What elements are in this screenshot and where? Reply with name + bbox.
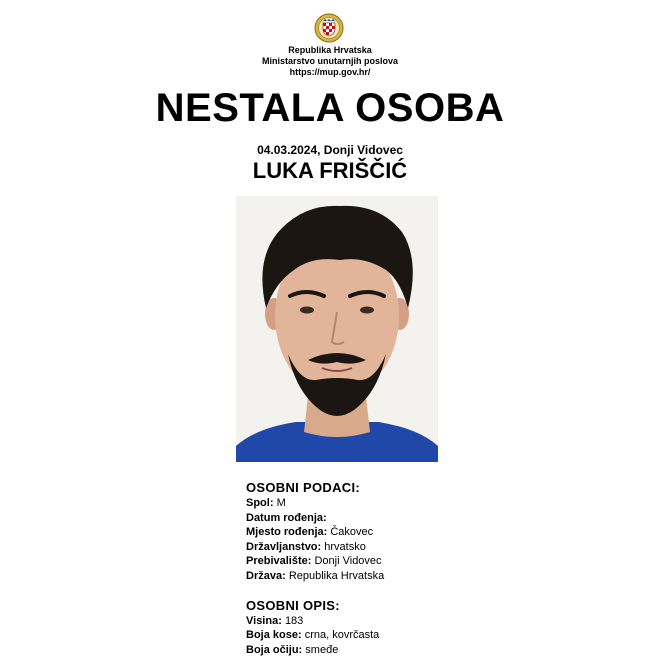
field-birth-date (246, 511, 626, 526)
poster-title: NESTALA OSOBA (155, 86, 505, 130)
field-label: Spol: (246, 497, 274, 509)
field-value: Čakovec (330, 526, 374, 539)
field-label: Boja očiju: (246, 643, 303, 656)
field-value: crna, kovrčasta (304, 629, 380, 642)
coat-of-arms-icon (314, 13, 344, 43)
field-country (246, 569, 626, 584)
field-citizenship (246, 540, 626, 555)
field-label: Boja kose: (246, 629, 302, 642)
field-value: Donji Vidovec (314, 555, 382, 568)
field-residence (246, 554, 626, 569)
date-place: 04.03.2024, Donji Vidovec (257, 143, 403, 157)
section-spacer (246, 584, 626, 598)
field-value: smeđe (305, 643, 339, 656)
org-website-link[interactable]: https://mup.gov.hr/ (289, 67, 371, 77)
field-eye-color (246, 643, 626, 658)
person-name: LUKA FRIŠČIĆ (252, 158, 408, 183)
field-label: Država: (246, 569, 286, 582)
org-ministry: Ministarstvo unutarnjih poslova (261, 56, 398, 66)
field-label: Mjesto rođenja: (246, 526, 328, 539)
field-birth-place (246, 525, 626, 540)
field-label: Visina: (246, 614, 282, 627)
field-value: Republika Hrvatska (288, 569, 385, 582)
field-value: 183 (284, 614, 304, 627)
field-height (246, 614, 626, 629)
field-sex (246, 496, 626, 511)
field-label: Prebivalište: (246, 555, 312, 568)
person-photo (236, 196, 438, 462)
field-label: Državljanstvo: (246, 540, 322, 553)
field-value: M (276, 497, 286, 509)
details-section (246, 480, 626, 657)
personal-data-title: OSOBNI PODACI: (246, 480, 360, 495)
personal-description-title: OSOBNI OPIS: (246, 597, 340, 613)
org-country: Republika Hrvatska (288, 45, 372, 55)
field-value: hrvatsko (324, 540, 366, 553)
field-hair-color (246, 628, 626, 643)
field-label: Datum rođenja: (246, 511, 327, 524)
